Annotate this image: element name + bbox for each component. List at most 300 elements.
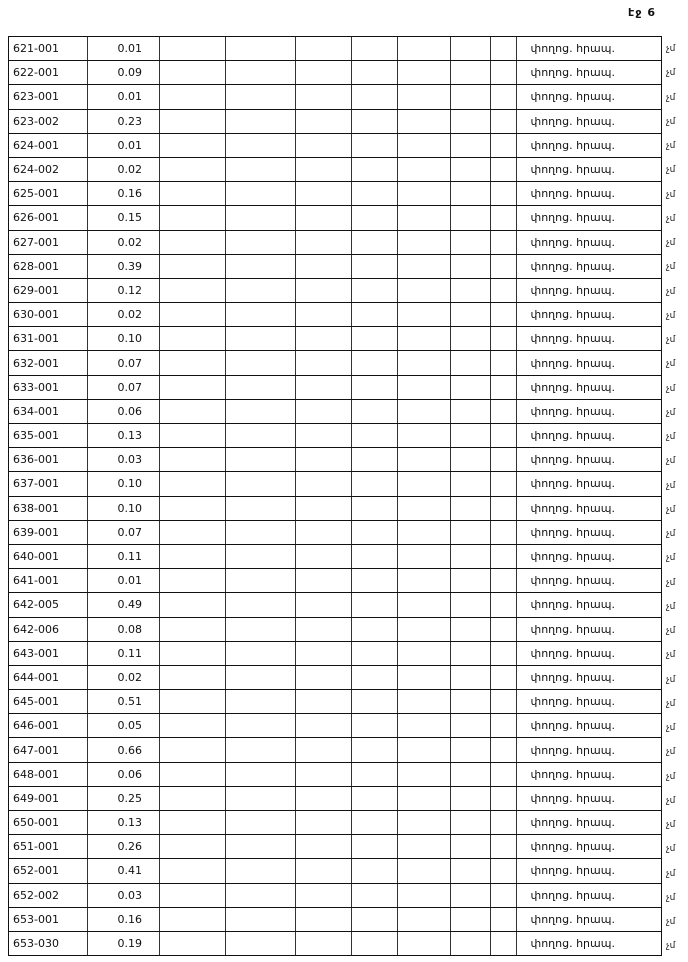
parcel-code-cell: 623-002 xyxy=(9,109,87,133)
empty-cell xyxy=(351,61,397,85)
empty-cell xyxy=(351,786,397,810)
empty-cell xyxy=(490,665,516,689)
land-use-cell: փողոց. հրապ. xyxy=(516,738,661,762)
side-mark: չմ xyxy=(666,795,676,806)
empty-cell xyxy=(159,278,225,302)
area-cell: 0.12 xyxy=(87,278,159,302)
area-cell: 0.10 xyxy=(87,472,159,496)
empty-cell xyxy=(490,351,516,375)
parcel-code-cell: 624-001 xyxy=(9,133,87,157)
empty-cell xyxy=(159,907,225,931)
parcel-code-cell: 623-001 xyxy=(9,85,87,109)
empty-cell xyxy=(397,182,450,206)
area-cell: 0.51 xyxy=(87,690,159,714)
side-mark: չմ xyxy=(666,941,676,952)
empty-cell xyxy=(450,375,490,399)
empty-cell xyxy=(490,714,516,738)
table-row xyxy=(9,206,661,230)
empty-cell xyxy=(295,230,351,254)
area-cell: 0.02 xyxy=(87,665,159,689)
empty-cell xyxy=(351,738,397,762)
land-use-cell: փողոց. հրապ. xyxy=(516,931,661,955)
table-row xyxy=(9,109,661,133)
area-cell: 0.07 xyxy=(87,375,159,399)
empty-cell xyxy=(295,714,351,738)
empty-cell xyxy=(159,230,225,254)
area-cell: 0.11 xyxy=(87,641,159,665)
area-cell: 0.16 xyxy=(87,182,159,206)
side-mark: չմ xyxy=(666,92,676,103)
parcel-code-cell: 628-001 xyxy=(9,254,87,278)
area-cell: 0.02 xyxy=(87,157,159,181)
empty-cell xyxy=(450,690,490,714)
land-use-cell: փողոց. հրապ. xyxy=(516,206,661,230)
empty-cell xyxy=(450,665,490,689)
empty-cell xyxy=(295,811,351,835)
land-use-cell: փողոց. հրապ. xyxy=(516,544,661,568)
empty-cell xyxy=(397,665,450,689)
side-mark: չմ xyxy=(666,286,676,297)
empty-cell xyxy=(295,520,351,544)
page-number: էջ 6 xyxy=(628,6,656,19)
land-use-cell: փողոց. հրապ. xyxy=(516,133,661,157)
empty-cell xyxy=(351,157,397,181)
area-cell: 0.01 xyxy=(87,133,159,157)
empty-cell xyxy=(159,641,225,665)
side-mark: չմ xyxy=(666,771,676,782)
empty-cell xyxy=(351,375,397,399)
empty-cell xyxy=(490,133,516,157)
empty-cell xyxy=(295,85,351,109)
empty-cell xyxy=(351,641,397,665)
land-use-cell: փողոց. հրապ. xyxy=(516,230,661,254)
empty-cell xyxy=(159,206,225,230)
side-mark: չմ xyxy=(666,844,676,855)
empty-cell xyxy=(490,254,516,278)
empty-cell xyxy=(397,931,450,955)
empty-cell xyxy=(450,182,490,206)
empty-cell xyxy=(295,907,351,931)
table-row xyxy=(9,593,661,617)
empty-cell xyxy=(295,738,351,762)
land-use-cell: փողոց. հրապ. xyxy=(516,375,661,399)
empty-cell xyxy=(397,375,450,399)
empty-cell xyxy=(397,206,450,230)
empty-cell xyxy=(450,327,490,351)
empty-cell xyxy=(351,811,397,835)
area-cell: 0.09 xyxy=(87,61,159,85)
empty-cell xyxy=(351,472,397,496)
side-mark: չմ xyxy=(666,68,676,79)
empty-cell xyxy=(397,690,450,714)
empty-cell xyxy=(351,399,397,423)
empty-cell xyxy=(225,593,295,617)
empty-cell xyxy=(295,641,351,665)
parcel-code-cell: 637-001 xyxy=(9,472,87,496)
empty-cell xyxy=(397,907,450,931)
side-mark: չմ xyxy=(666,213,676,224)
empty-cell xyxy=(159,109,225,133)
table-row xyxy=(9,399,661,423)
empty-cell xyxy=(295,399,351,423)
empty-cell xyxy=(225,424,295,448)
empty-cell xyxy=(295,157,351,181)
empty-cell xyxy=(450,85,490,109)
empty-cell xyxy=(397,448,450,472)
table-row xyxy=(9,931,661,955)
empty-cell xyxy=(159,399,225,423)
table-row xyxy=(9,786,661,810)
area-cell: 0.13 xyxy=(87,811,159,835)
side-mark: չմ xyxy=(666,504,676,515)
area-cell: 0.19 xyxy=(87,931,159,955)
empty-cell xyxy=(490,278,516,302)
empty-cell xyxy=(225,157,295,181)
empty-cell xyxy=(490,61,516,85)
empty-cell xyxy=(159,375,225,399)
parcel-code-cell: 645-001 xyxy=(9,690,87,714)
land-use-cell: փողոց. հրապ. xyxy=(516,448,661,472)
empty-cell xyxy=(225,641,295,665)
empty-cell xyxy=(225,665,295,689)
empty-cell xyxy=(450,931,490,955)
empty-cell xyxy=(450,206,490,230)
land-use-cell: փողոց. հրապ. xyxy=(516,109,661,133)
empty-cell xyxy=(450,399,490,423)
parcel-code-cell: 631-001 xyxy=(9,327,87,351)
side-mark: չմ xyxy=(666,553,676,564)
empty-cell xyxy=(351,544,397,568)
table-row xyxy=(9,714,661,738)
empty-cell xyxy=(450,835,490,859)
parcel-code-cell: 627-001 xyxy=(9,230,87,254)
side-mark: չմ xyxy=(666,165,676,176)
empty-cell xyxy=(490,182,516,206)
area-cell: 0.41 xyxy=(87,859,159,883)
table-row xyxy=(9,254,661,278)
land-use-cell: փողոց. հրապ. xyxy=(516,617,661,641)
area-cell: 0.03 xyxy=(87,883,159,907)
empty-cell xyxy=(159,133,225,157)
area-cell: 0.26 xyxy=(87,835,159,859)
empty-cell xyxy=(295,351,351,375)
empty-cell xyxy=(351,424,397,448)
land-use-cell: փողոց. հրապ. xyxy=(516,641,661,665)
empty-cell xyxy=(397,472,450,496)
empty-cell xyxy=(351,254,397,278)
empty-cell xyxy=(490,641,516,665)
land-use-cell: փողոց. հրապ. xyxy=(516,907,661,931)
empty-cell xyxy=(295,375,351,399)
empty-cell xyxy=(450,786,490,810)
empty-cell xyxy=(225,786,295,810)
empty-cell xyxy=(490,424,516,448)
empty-cell xyxy=(225,738,295,762)
empty-cell xyxy=(397,569,450,593)
empty-cell xyxy=(450,811,490,835)
empty-cell xyxy=(159,496,225,520)
empty-cell xyxy=(159,351,225,375)
side-mark: չմ xyxy=(666,262,676,273)
empty-cell xyxy=(159,85,225,109)
table-row xyxy=(9,641,661,665)
empty-cell xyxy=(397,835,450,859)
empty-cell xyxy=(225,931,295,955)
area-cell: 0.49 xyxy=(87,593,159,617)
land-use-cell: փողոց. հրապ. xyxy=(516,496,661,520)
table-row xyxy=(9,617,661,641)
empty-cell xyxy=(225,811,295,835)
parcel-code-cell: 649-001 xyxy=(9,786,87,810)
empty-cell xyxy=(490,206,516,230)
empty-cell xyxy=(295,133,351,157)
land-use-cell: փողոց. հրապ. xyxy=(516,254,661,278)
parcel-code-cell: 635-001 xyxy=(9,424,87,448)
empty-cell xyxy=(397,641,450,665)
empty-cell xyxy=(450,133,490,157)
empty-cell xyxy=(225,61,295,85)
side-mark: չմ xyxy=(666,868,676,879)
empty-cell xyxy=(450,37,490,61)
empty-cell xyxy=(225,907,295,931)
empty-cell xyxy=(450,738,490,762)
empty-cell xyxy=(159,738,225,762)
parcel-code-cell: 646-001 xyxy=(9,714,87,738)
empty-cell xyxy=(450,109,490,133)
parcel-code-cell: 629-001 xyxy=(9,278,87,302)
empty-cell xyxy=(159,931,225,955)
empty-cell xyxy=(450,230,490,254)
area-cell: 0.07 xyxy=(87,520,159,544)
empty-cell xyxy=(450,641,490,665)
empty-cell xyxy=(351,520,397,544)
empty-cell xyxy=(351,665,397,689)
table-row xyxy=(9,375,661,399)
land-use-cell: փողոց. հրապ. xyxy=(516,157,661,181)
empty-cell xyxy=(490,835,516,859)
land-use-cell: փողոց. հրապ. xyxy=(516,351,661,375)
table-row xyxy=(9,303,661,327)
empty-cell xyxy=(450,520,490,544)
empty-cell xyxy=(490,544,516,568)
land-use-cell: փողոց. հրապ. xyxy=(516,37,661,61)
side-mark: չմ xyxy=(666,820,676,830)
parcel-code-cell: 622-001 xyxy=(9,61,87,85)
side-mark: չմ xyxy=(666,407,676,418)
table-row xyxy=(9,762,661,786)
empty-cell xyxy=(225,714,295,738)
empty-cell xyxy=(225,327,295,351)
side-mark: չմ xyxy=(666,626,676,636)
empty-cell xyxy=(225,230,295,254)
empty-cell xyxy=(397,424,450,448)
table-row xyxy=(9,133,661,157)
table-row xyxy=(9,738,661,762)
empty-cell xyxy=(295,665,351,689)
table-row xyxy=(9,665,661,689)
empty-cell xyxy=(295,182,351,206)
area-cell: 0.15 xyxy=(87,206,159,230)
empty-cell xyxy=(351,835,397,859)
empty-cell xyxy=(351,278,397,302)
parcel-code-cell: 625-001 xyxy=(9,182,87,206)
empty-cell xyxy=(159,593,225,617)
area-cell: 0.10 xyxy=(87,496,159,520)
empty-cell xyxy=(295,278,351,302)
table-row xyxy=(9,61,661,85)
land-use-cell: փողոց. հրապ. xyxy=(516,85,661,109)
area-cell: 0.07 xyxy=(87,351,159,375)
empty-cell xyxy=(351,496,397,520)
side-mark: չմ xyxy=(666,577,676,588)
table-row xyxy=(9,859,661,883)
area-cell: 0.16 xyxy=(87,907,159,931)
empty-cell xyxy=(295,569,351,593)
empty-cell xyxy=(490,157,516,181)
empty-cell xyxy=(351,593,397,617)
empty-cell xyxy=(159,786,225,810)
side-mark: չմ xyxy=(666,310,676,321)
table-row xyxy=(9,883,661,907)
empty-cell xyxy=(397,544,450,568)
side-mark: չմ xyxy=(666,747,676,758)
land-use-cell: փողոց. հրապ. xyxy=(516,472,661,496)
empty-cell xyxy=(295,690,351,714)
empty-cell xyxy=(490,327,516,351)
empty-cell xyxy=(225,762,295,786)
empty-cell xyxy=(351,569,397,593)
empty-cell xyxy=(295,786,351,810)
empty-cell xyxy=(397,786,450,810)
empty-cell xyxy=(295,303,351,327)
empty-cell xyxy=(450,617,490,641)
empty-cell xyxy=(397,593,450,617)
land-use-cell: փողոց. հրապ. xyxy=(516,835,661,859)
area-cell: 0.06 xyxy=(87,762,159,786)
parcel-code-cell: 652-001 xyxy=(9,859,87,883)
parcel-code-cell: 651-001 xyxy=(9,835,87,859)
empty-cell xyxy=(397,714,450,738)
empty-cell xyxy=(351,617,397,641)
empty-cell xyxy=(490,85,516,109)
area-cell: 0.39 xyxy=(87,254,159,278)
land-use-cell: փողոց. հրապ. xyxy=(516,714,661,738)
land-use-cell: փողոց. հրապ. xyxy=(516,182,661,206)
empty-cell xyxy=(450,351,490,375)
parcel-code-cell: 626-001 xyxy=(9,206,87,230)
empty-cell xyxy=(351,351,397,375)
empty-cell xyxy=(225,254,295,278)
land-use-cell: փողոց. հրապ. xyxy=(516,811,661,835)
register-table-wrapper xyxy=(8,36,662,956)
side-mark: չմ xyxy=(666,698,676,709)
empty-cell xyxy=(397,254,450,278)
empty-cell xyxy=(295,472,351,496)
table-row xyxy=(9,472,661,496)
empty-cell xyxy=(450,859,490,883)
parcel-code-cell: 653-030 xyxy=(9,931,87,955)
side-mark: չմ xyxy=(666,383,676,394)
land-use-cell: փողոց. հրապ. xyxy=(516,883,661,907)
table-row xyxy=(9,496,661,520)
table-row xyxy=(9,85,661,109)
empty-cell xyxy=(397,617,450,641)
empty-cell xyxy=(351,762,397,786)
empty-cell xyxy=(450,714,490,738)
empty-cell xyxy=(159,182,225,206)
empty-cell xyxy=(351,133,397,157)
area-cell: 0.05 xyxy=(87,714,159,738)
side-mark: չմ xyxy=(666,480,676,491)
area-cell: 0.02 xyxy=(87,303,159,327)
table-row xyxy=(9,569,661,593)
empty-cell xyxy=(159,714,225,738)
land-use-cell: փողոց. հրապ. xyxy=(516,762,661,786)
table-row xyxy=(9,811,661,835)
empty-cell xyxy=(295,883,351,907)
area-cell: 0.02 xyxy=(87,230,159,254)
side-mark: չմ xyxy=(666,674,676,685)
empty-cell xyxy=(159,665,225,689)
empty-cell xyxy=(225,496,295,520)
register-table-body xyxy=(9,37,661,956)
empty-cell xyxy=(397,520,450,544)
empty-cell xyxy=(490,786,516,810)
empty-cell xyxy=(490,375,516,399)
empty-cell xyxy=(295,859,351,883)
empty-cell xyxy=(397,399,450,423)
side-mark: չմ xyxy=(666,359,676,370)
empty-cell xyxy=(225,351,295,375)
empty-cell xyxy=(225,448,295,472)
parcel-code-cell: 634-001 xyxy=(9,399,87,423)
side-mark: չմ xyxy=(666,529,676,539)
parcel-code-cell: 621-001 xyxy=(9,37,87,61)
table-row xyxy=(9,351,661,375)
empty-cell xyxy=(490,230,516,254)
land-use-cell: փողոց. հրապ. xyxy=(516,569,661,593)
empty-cell xyxy=(490,472,516,496)
empty-cell xyxy=(351,109,397,133)
table-row xyxy=(9,278,661,302)
empty-cell xyxy=(225,375,295,399)
table-row xyxy=(9,157,661,181)
area-cell: 0.01 xyxy=(87,37,159,61)
parcel-code-cell: 642-006 xyxy=(9,617,87,641)
area-cell: 0.03 xyxy=(87,448,159,472)
empty-cell xyxy=(490,37,516,61)
empty-cell xyxy=(351,303,397,327)
side-mark: չմ xyxy=(666,432,676,442)
empty-cell xyxy=(490,448,516,472)
empty-cell xyxy=(295,544,351,568)
empty-cell xyxy=(295,327,351,351)
area-cell: 0.13 xyxy=(87,424,159,448)
empty-cell xyxy=(295,835,351,859)
empty-cell xyxy=(351,327,397,351)
empty-cell xyxy=(450,544,490,568)
table-row xyxy=(9,37,661,61)
empty-cell xyxy=(450,883,490,907)
parcel-code-cell: 644-001 xyxy=(9,665,87,689)
table-row xyxy=(9,835,661,859)
empty-cell xyxy=(397,351,450,375)
table-row xyxy=(9,690,661,714)
empty-cell xyxy=(159,859,225,883)
empty-cell xyxy=(225,544,295,568)
empty-cell xyxy=(225,859,295,883)
empty-cell xyxy=(159,157,225,181)
